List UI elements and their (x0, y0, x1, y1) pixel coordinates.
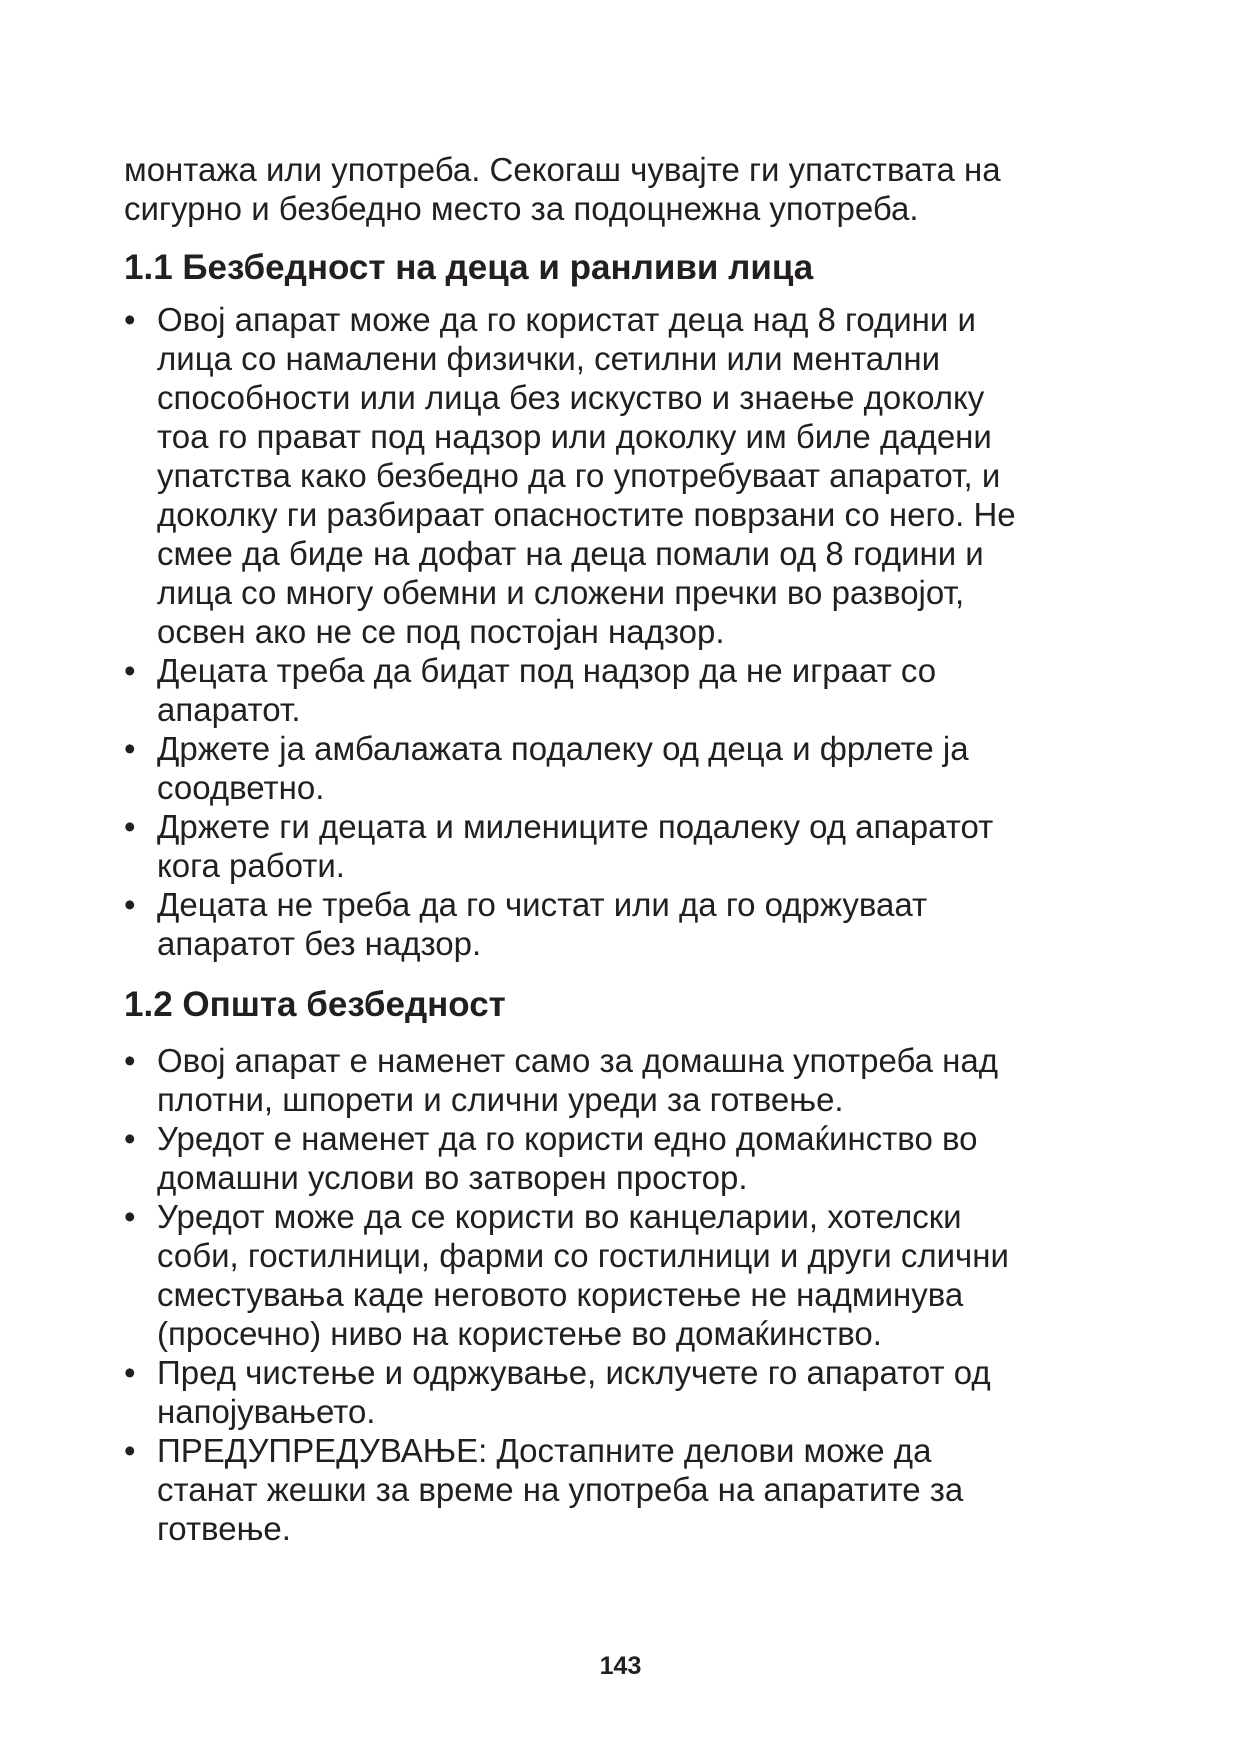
item-line: упатства како безбедно да го употребуваат апаратот, и (157, 457, 1001, 494)
bullet-icon: • (124, 1198, 136, 1235)
list-item (124, 300, 1124, 651)
item-line: Овој апарат е наменет само за домашна употреба над (157, 1042, 998, 1079)
item-line: напојувањето. (157, 1393, 376, 1430)
item-line: домашни услови во затворен простор. (157, 1159, 748, 1196)
item-line: Децата треба да бидат под надзор да не играат со (157, 652, 937, 689)
bullet-icon: • (124, 1354, 136, 1391)
item-line: Пред чистење и одржување, исклучете го апаратот од (157, 1354, 991, 1391)
item-line: Уредот е наменет да го користи едно домаќинство во (157, 1120, 978, 1157)
intro-line: сигурно и безбедно место за подоцнежна употреба. (124, 190, 919, 227)
bullet-icon: • (124, 886, 136, 923)
bullet-list (124, 300, 1124, 963)
item-line: апаратот. (157, 691, 301, 728)
item-line: плотни, шпорети и слични уреди за готвење. (157, 1081, 844, 1118)
item-line: соодветно. (157, 769, 325, 806)
list-item (124, 885, 1124, 963)
list-item (124, 1041, 1124, 1119)
item-line: лица со многу обемни и сложени пречки во развојот, (157, 574, 965, 611)
item-line: Овој апарат може да го користат деца над 8 години и (157, 301, 976, 338)
item-line: станат жешки за време на употреба на апаратите за (157, 1471, 964, 1508)
item-line: Држете ги децата и милениците подалеку од апаратот (157, 808, 994, 845)
item-line: Децата не треба да го чистат или да го одржуваат (157, 886, 928, 923)
list-item (124, 1353, 1124, 1431)
intro-line: монтажа или употреба. Секогаш чувајте ги упатствата на (124, 151, 1001, 188)
item-line: лица со намалени физички, сетилни или ментални (157, 340, 941, 377)
item-line: соби, гостилници, фарми со гостилници и други слични (157, 1237, 1009, 1274)
bullet-icon: • (124, 1042, 136, 1079)
list-item (124, 807, 1124, 885)
list-item (124, 651, 1124, 729)
list-item (124, 1197, 1124, 1353)
intro-paragraph (124, 150, 1124, 228)
item-line: Уредот може да се користи во канцеларии, хотелски (157, 1198, 962, 1235)
bullet-icon: • (124, 652, 136, 689)
item-line: ПРЕДУПРЕДУВАЊЕ: Достапните делови може да (157, 1432, 932, 1469)
section-heading: 1.2 Општа безбедност (124, 985, 506, 1024)
item-line: Држете ја амбалажата подалеку од деца и фрлете ја (157, 730, 969, 767)
bullet-icon: • (124, 1120, 136, 1157)
section-heading: 1.1 Безбедност на деца и ранливи лица (124, 248, 814, 287)
item-line: кога работи. (157, 847, 345, 884)
list-item (124, 729, 1124, 807)
item-line: тоа го прават под надзор или доколку им биле дадени (157, 418, 992, 455)
document-page (124, 150, 1124, 1548)
item-line: апаратот без надзор. (157, 925, 482, 962)
page-number: 143 (599, 1652, 642, 1680)
bullet-icon: • (124, 1432, 136, 1469)
bullet-icon: • (124, 808, 136, 845)
bullet-list (124, 1041, 1124, 1548)
item-line: готвење. (157, 1510, 291, 1547)
item-line: сместувања каде неговото користење не надминува (157, 1276, 964, 1313)
item-line: (просечно) ниво на користење во домаќинство. (157, 1315, 882, 1352)
item-line: смее да биде на дофат на деца помали од 8 години и (157, 535, 984, 572)
bullet-icon: • (124, 301, 136, 338)
list-item (124, 1119, 1124, 1197)
item-line: доколку ги разбираат опасностите поврзани со него. Не (157, 496, 1016, 533)
item-line: способности или лица без искуство и знаење доколку (157, 379, 985, 416)
item-line: освен ако не се под постојан надзор. (157, 613, 725, 650)
list-item (124, 1431, 1124, 1548)
bullet-icon: • (124, 730, 136, 767)
